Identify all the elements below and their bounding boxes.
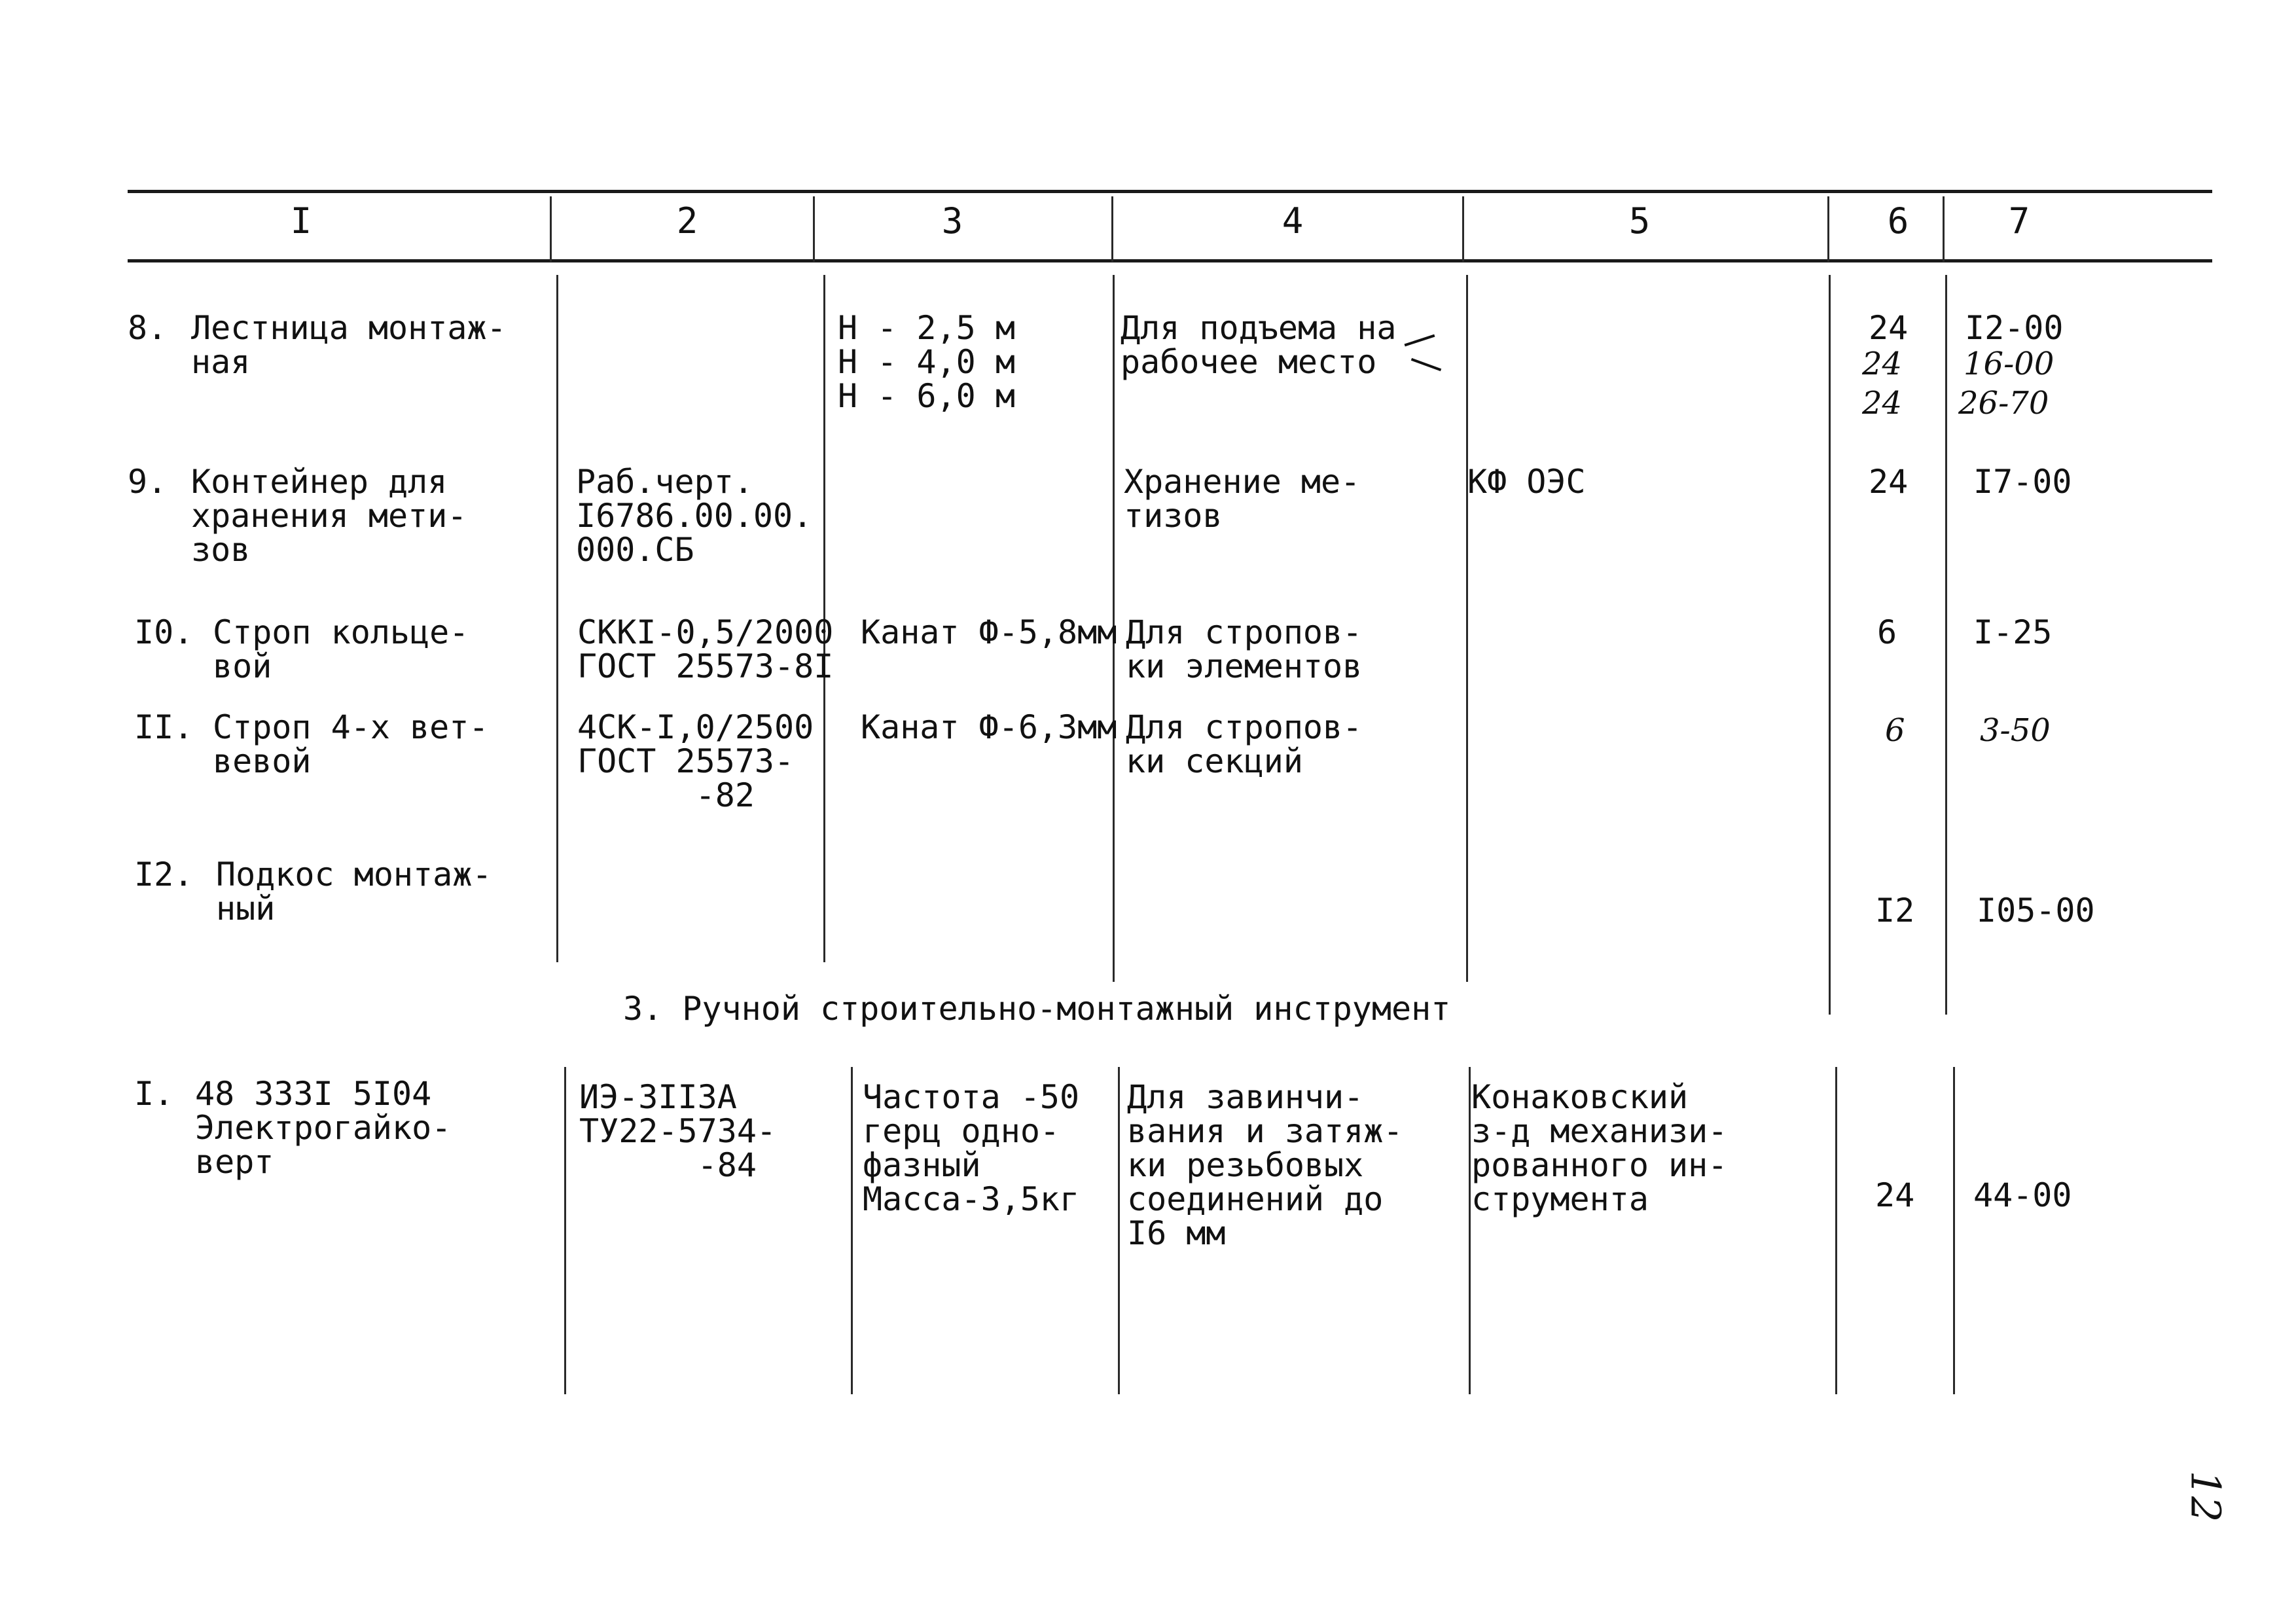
item-qty: 6 bbox=[1877, 613, 1897, 651]
col-divider-4-header bbox=[1462, 196, 1464, 262]
item-qty-handwritten: 24 bbox=[1862, 385, 1903, 422]
col-divider-4-lower bbox=[1469, 1067, 1471, 1394]
item-qty: 24 bbox=[1869, 309, 1909, 347]
item-qty: 24 bbox=[1875, 1176, 1915, 1214]
item-purpose: Для подъема на рабочее место bbox=[1121, 309, 1397, 381]
col-divider-4 bbox=[1466, 275, 1468, 982]
col-divider-3-lower bbox=[1118, 1067, 1120, 1394]
col-divider-1-lower bbox=[564, 1067, 566, 1394]
item-doc: ИЭ-3II3А ТУ22-5734- -84 bbox=[579, 1078, 777, 1184]
item-price: I05-00 bbox=[1977, 892, 2095, 929]
item-params: Канат Ф-5,8мм bbox=[861, 613, 1117, 651]
item-price: I-25 bbox=[1973, 613, 2053, 651]
item-price: 44-00 bbox=[1973, 1176, 2072, 1214]
item-maker: Конаковский з-д механизи- рованного ин- струмента bbox=[1471, 1078, 1728, 1218]
item-purpose: Для стропов- ки элементов bbox=[1126, 613, 1363, 685]
row-number: II. bbox=[134, 708, 194, 746]
row-number: 8. bbox=[128, 309, 168, 347]
table-top-rule bbox=[128, 190, 2212, 193]
col-divider-5-header bbox=[1827, 196, 1829, 262]
item-price-handwritten: 16-00 bbox=[1964, 346, 2054, 382]
item-price: I7-00 bbox=[1973, 463, 2072, 501]
item-purpose: Для стропов- ки секций bbox=[1126, 708, 1363, 780]
row-number: I0. bbox=[134, 613, 194, 651]
header-col-3: 3 bbox=[941, 200, 963, 242]
item-name: Строп кольце- вой bbox=[213, 613, 469, 685]
item-purpose: Хранение ме- тизов bbox=[1124, 463, 1361, 535]
item-price: I2-00 bbox=[1965, 309, 2064, 347]
section-title: 3. Ручной строительно-монтажный инструмент bbox=[623, 990, 1451, 1028]
pen-mark bbox=[1411, 358, 1441, 371]
item-name: Строп 4-х вет- вевой bbox=[213, 708, 489, 780]
item-params: Частота -50 герц одно- фазный Масса-3,5кг bbox=[863, 1078, 1080, 1218]
pen-mark bbox=[1405, 334, 1435, 347]
header-col-2: 2 bbox=[676, 200, 698, 242]
header-col-7: 7 bbox=[2008, 200, 2030, 242]
col-divider-5 bbox=[1829, 275, 1831, 1015]
item-params: Н - 2,5 м Н - 4,0 м Н - 6,0 м bbox=[838, 309, 1015, 415]
item-doc: 4СК-I,0/2500 ГОСТ 25573- -82 bbox=[577, 708, 814, 814]
col-divider-1 bbox=[556, 275, 558, 962]
item-qty: I2 bbox=[1875, 892, 1915, 929]
header-col-4: 4 bbox=[1282, 200, 1304, 242]
item-name: Подкос монтаж- ный bbox=[216, 856, 492, 928]
row-number: I. bbox=[134, 1075, 174, 1113]
item-doc: Раб.черт. I6786.00.00. 000.СБ bbox=[576, 463, 813, 569]
item-doc: СККI-0,5/2000 ГОСТ 25573-8I bbox=[577, 613, 834, 685]
col-divider-6-header bbox=[1943, 196, 1945, 262]
item-qty-handwritten: 6 bbox=[1885, 712, 1905, 749]
item-qty-handwritten: 24 bbox=[1862, 346, 1903, 382]
item-name: 48 333I 5I04 Электрогайко- верт bbox=[195, 1075, 452, 1181]
row-number: 9. bbox=[128, 463, 168, 501]
header-col-5: 5 bbox=[1628, 200, 1651, 242]
item-purpose: Для завинчи- вания и затяж- ки резьбовых соединений до I6 мм bbox=[1127, 1078, 1403, 1252]
item-price-handwritten: 3-50 bbox=[1980, 712, 2051, 749]
col-divider-2-header bbox=[813, 196, 815, 262]
col-divider-6 bbox=[1945, 275, 1947, 1015]
col-divider-3-header bbox=[1111, 196, 1113, 262]
header-bottom-rule bbox=[128, 259, 2212, 262]
page-number: 12 bbox=[2181, 1470, 2230, 1523]
col-divider-1-header bbox=[550, 196, 552, 262]
row-number: I2. bbox=[134, 856, 194, 893]
item-price-handwritten: 26-70 bbox=[1958, 385, 2049, 422]
item-name: Контейнер для хранения мети- зов bbox=[191, 463, 467, 569]
item-qty: 24 bbox=[1869, 463, 1909, 501]
header-col-1: I bbox=[290, 200, 312, 242]
col-divider-6-lower bbox=[1953, 1067, 1955, 1394]
item-params: Канат Ф-6,3мм bbox=[861, 708, 1117, 746]
item-maker: КФ ОЭС bbox=[1467, 463, 1586, 501]
header-col-6: 6 bbox=[1887, 200, 1909, 242]
col-divider-2-lower bbox=[851, 1067, 853, 1394]
item-name: Лестница монтаж- ная bbox=[191, 309, 507, 381]
col-divider-5-lower bbox=[1835, 1067, 1837, 1394]
